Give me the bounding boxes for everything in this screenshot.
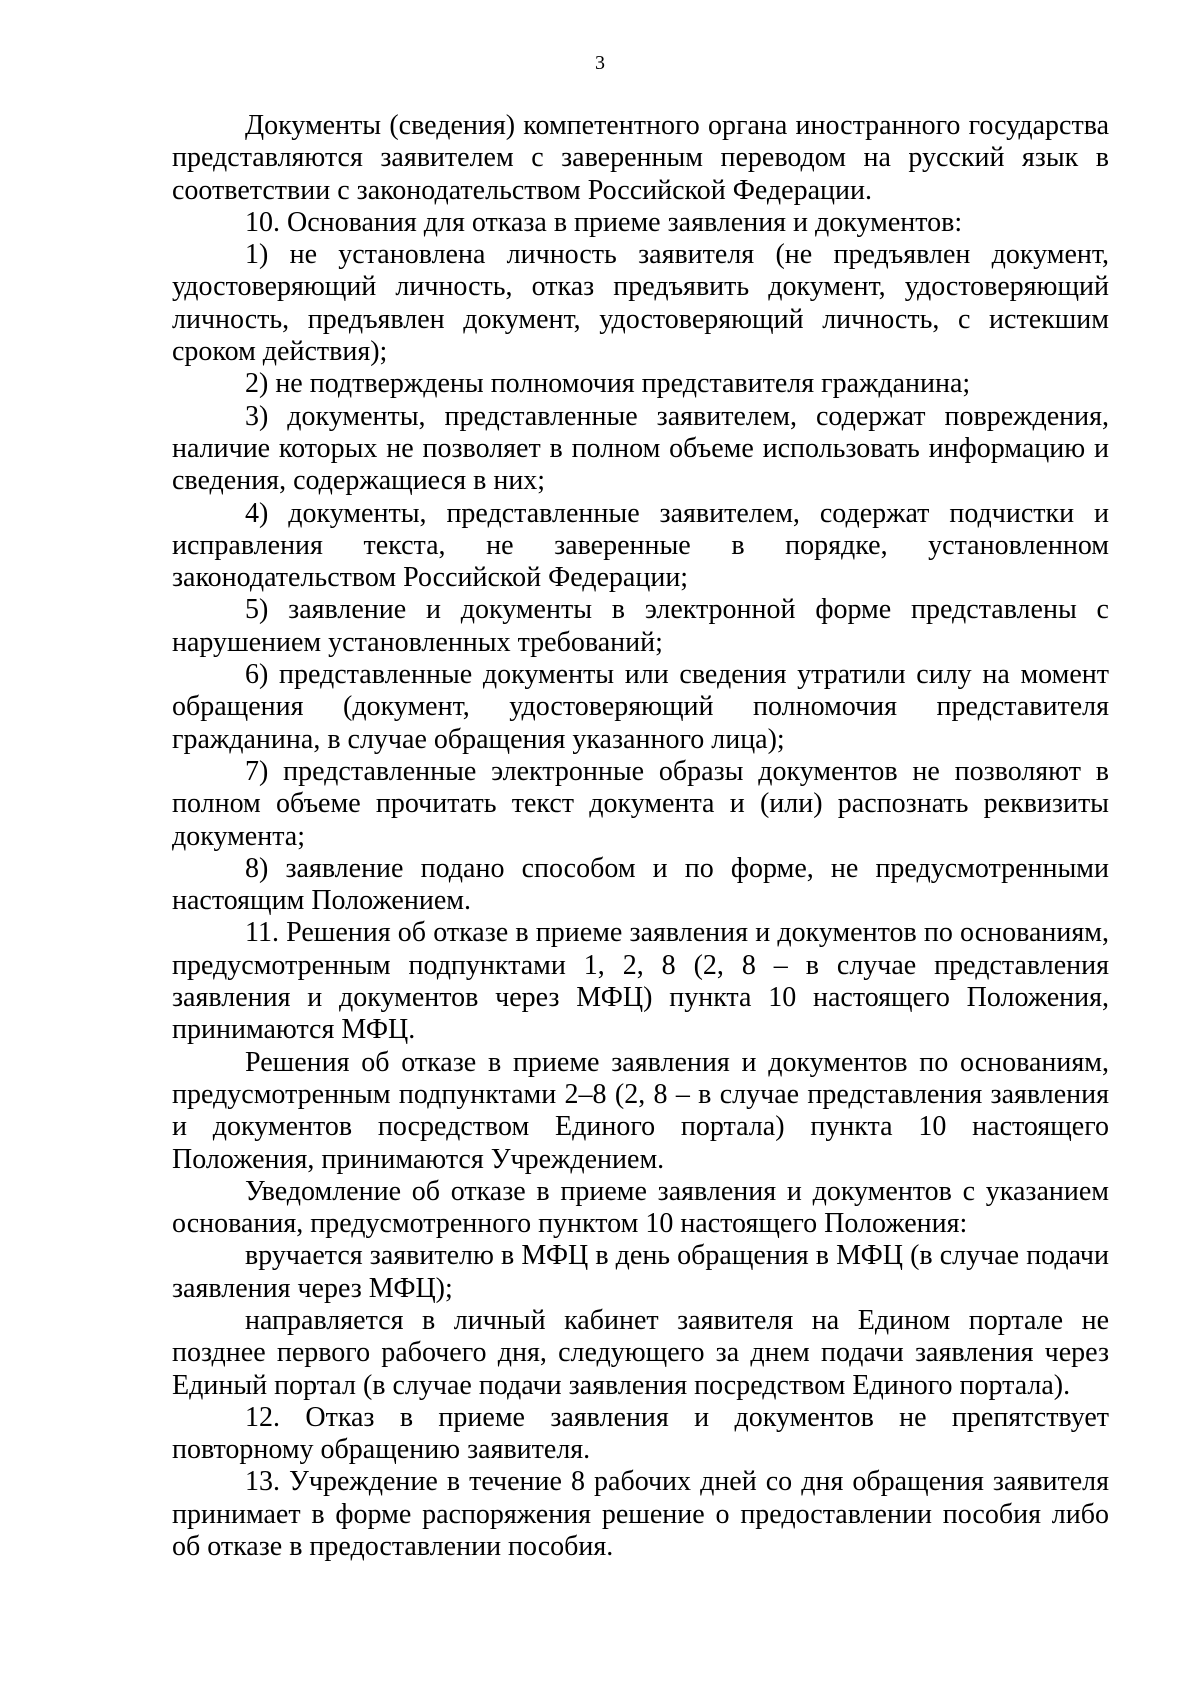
paragraph-10-item-1: 1) не установлена личность заявителя (не предъявлен документ, удостоверяющий личность, отказ предъявить документ, удостоверяющий личность, предъявлен документ, удостоверяющий личность, с истекшим сроком действия); <box>172 239 1109 368</box>
paragraph-11: 11. Решения об отказе в приеме заявления и документов по основаниям, предусмотренным подпунктами 1, 2, 8 (2, 8 – в случае представления заявления и документов через МФЦ) пункта 10 настоящего Положения, принимаются МФЦ. <box>172 917 1109 1046</box>
paragraph-notification-portal: направляется в личный кабинет заявителя на Едином портале не позднее первого рабочего дня, следующего за днем подачи заявления через Единый портал (в случае подачи заявления посредством Единого портала). <box>172 1304 1109 1401</box>
paragraph-13: 13. Учреждение в течение 8 рабочих дней со дня обращения заявителя принимает в форме распоряжения решение о предоставлении пособия либо об отказе в предоставлении пособия. <box>172 1466 1109 1563</box>
paragraph-11-institution: Решения об отказе в приеме заявления и документов по основаниям, предусмотренным подпунктами 2–8 (2, 8 – в случае представления заявления и документов посредством Единого портала) пункта 10 настоящего Положения, принимаются Учреждением. <box>172 1046 1109 1175</box>
paragraph-10-item-7: 7) представленные электронные образы документов не позволяют в полном объеме прочитать текст документа и (или) распознать реквизиты документа; <box>172 755 1109 852</box>
paragraph-notification: Уведомление об отказе в приеме заявления и документов с указанием основания, предусмотренного пунктом 10 настоящего Положения: <box>172 1175 1109 1240</box>
document-body <box>172 110 1109 1563</box>
paragraph-notification-mfc: вручается заявителю в МФЦ в день обращения в МФЦ (в случае подачи заявления через МФЦ); <box>172 1240 1109 1304</box>
paragraph-10-item-3: 3) документы, представленные заявителем, содержат повреждения, наличие которых не позволяет в полном объеме использовать информацию и сведения, содержащиеся в них; <box>172 400 1109 497</box>
paragraph-10-item-5: 5) заявление и документы в электронной форме представлены с нарушением установленных требований; <box>172 594 1109 658</box>
paragraph-10-item-4: 4) документы, представленные заявителем, содержат подчистки и исправления текста, не заверенные в порядке, установленном законодательством Российской Федерации; <box>172 497 1109 594</box>
paragraph-10-item-2: 2) не подтверждены полномочия представителя гражданина; <box>245 368 971 400</box>
paragraph-10-heading: 10. Основания для отказа в приеме заявления и документов: <box>245 206 963 238</box>
paragraph-10-item-8: 8) заявление подано способом и по форме, не предусмотренными настоящим Положением. <box>172 852 1109 917</box>
paragraph-foreign-documents: Документы (сведения) компетентного органа иностранного государства представляются заявителем с заверенным переводом на русский язык в соответствии с законодательством Российской Федерации. <box>172 110 1109 206</box>
paragraph-12: 12. Отказ в приеме заявления и документов не препятствует повторному обращению заявителя. <box>172 1401 1109 1466</box>
page-number: 3 <box>595 52 605 74</box>
paragraph-10-item-6: 6) представленные документы или сведения утратили силу на момент обращения (документ, удостоверяющий полномочия представителя гражданина, в случае обращения указанного лица); <box>172 659 1109 755</box>
